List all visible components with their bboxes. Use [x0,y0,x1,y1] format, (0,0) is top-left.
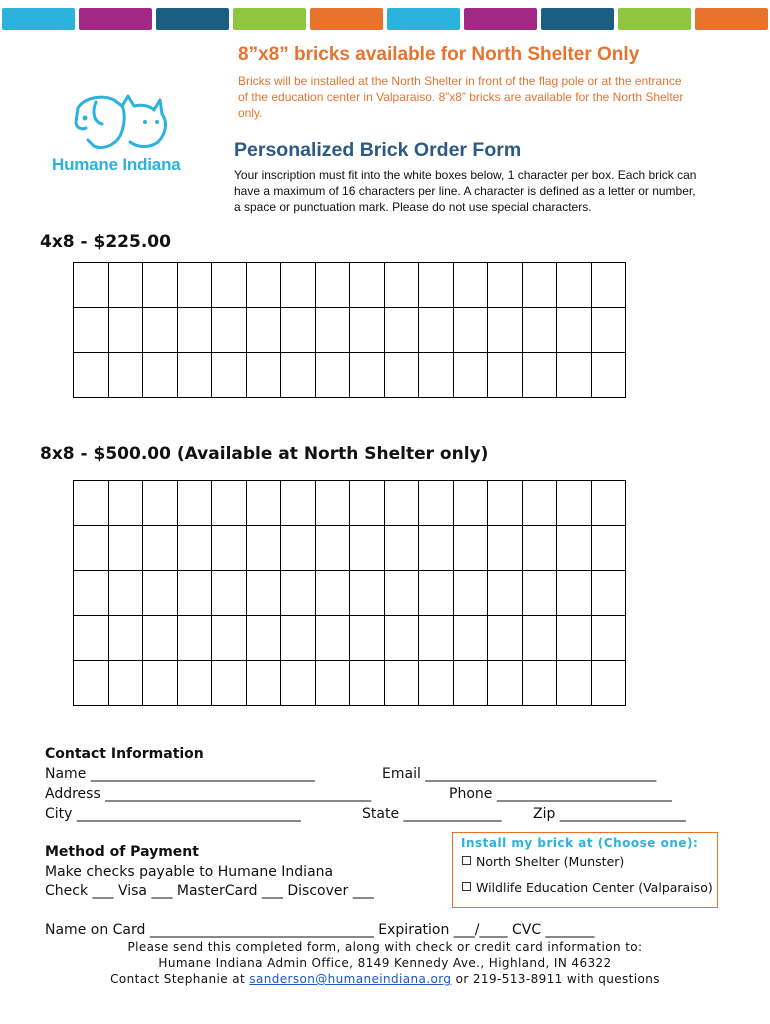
character-box[interactable] [281,481,316,526]
character-box[interactable] [384,661,419,706]
character-box[interactable] [350,616,385,661]
character-box[interactable] [212,263,247,308]
character-box[interactable] [419,353,454,398]
address-field[interactable]: Address ______________________________________ [45,786,372,802]
phone-field[interactable]: Phone _________________________ [449,786,672,802]
character-box[interactable] [108,616,143,661]
character-box[interactable] [108,308,143,353]
character-box[interactable] [453,661,488,706]
color-bar-segment [233,8,306,30]
character-box[interactable] [246,571,281,616]
character-box[interactable] [522,661,557,706]
color-bar-segment [2,8,75,30]
brick-4x8-label: 4x8 - $225.00 [40,232,171,252]
character-box[interactable] [212,353,247,398]
card-details-line[interactable]: Name on Card ________________________________ Expiration ___/____ CVC _______ [45,922,595,938]
character-box[interactable] [384,571,419,616]
checks-payable-text: Make checks payable to Humane Indiana [45,864,334,880]
character-box[interactable] [350,263,385,308]
character-box[interactable] [591,661,626,706]
character-box[interactable] [557,353,592,398]
option-north-shelter[interactable] [462,854,624,869]
character-box[interactable] [522,308,557,353]
city-field[interactable]: City ________________________________ [45,806,301,822]
character-box[interactable] [74,481,109,526]
character-box[interactable] [522,571,557,616]
character-box[interactable] [419,616,454,661]
character-box[interactable] [384,526,419,571]
character-box[interactable] [384,481,419,526]
dog-cat-logo-icon [50,88,195,158]
grid-row [74,263,626,308]
brick-8x8-grid [73,480,626,706]
character-box[interactable] [246,661,281,706]
character-box[interactable] [315,616,350,661]
character-box[interactable] [350,526,385,571]
option-wildlife-center[interactable] [462,880,713,895]
character-box[interactable] [419,661,454,706]
character-box[interactable] [557,661,592,706]
character-box[interactable] [453,616,488,661]
color-bar-segment [79,8,152,30]
character-box[interactable] [557,308,592,353]
character-box[interactable] [177,661,212,706]
character-box[interactable] [419,263,454,308]
character-box[interactable] [315,308,350,353]
character-box[interactable] [246,481,281,526]
footer-contact [0,972,770,986]
character-box[interactable] [419,308,454,353]
color-bar-segment [464,8,537,30]
character-box[interactable] [281,616,316,661]
character-box[interactable] [591,481,626,526]
character-box[interactable] [315,571,350,616]
character-box[interactable] [419,571,454,616]
character-box[interactable] [177,353,212,398]
grid-row [74,353,626,398]
character-box[interactable] [177,308,212,353]
color-bar-segment [695,8,768,30]
character-box[interactable] [246,616,281,661]
character-box[interactable] [488,353,523,398]
character-box[interactable] [419,526,454,571]
character-box[interactable] [143,308,178,353]
character-box[interactable] [143,661,178,706]
character-box[interactable] [212,481,247,526]
character-box[interactable] [488,481,523,526]
character-box[interactable] [557,263,592,308]
color-bar-segment [618,8,691,30]
state-field[interactable]: State ______________ [362,806,502,822]
character-box[interactable] [143,353,178,398]
form-instructions: Your inscription must fit into the white boxes below, 1 character per box. Each brick can have a maximum of 16 characters per line. A character is defined as a letter or number, a space or punctuation mark. Please do not use special characters. [234,168,697,214]
footer-contact-prefix: Contact Stephanie at [110,972,250,986]
install-location-title: Install my brick at (Choose one): [461,836,699,850]
character-box[interactable] [143,571,178,616]
character-box[interactable] [557,526,592,571]
north-shelter-description: Bricks will be installed at the North Shelter in front of the flag pole or at the entrance of the education center in Valparaiso. 8”x8” bricks are available for the North Shelter only. [238,74,684,120]
grid-row [74,526,626,571]
checkbox-icon[interactable] [462,856,471,865]
logo-text: Humane Indiana [52,155,181,174]
character-box[interactable] [143,616,178,661]
character-box[interactable] [488,308,523,353]
character-box[interactable] [315,353,350,398]
grid-row [74,571,626,616]
character-box[interactable] [384,263,419,308]
character-box[interactable] [74,661,109,706]
character-box[interactable] [453,571,488,616]
form-title: Personalized Brick Order Form [234,139,522,161]
character-box[interactable] [419,481,454,526]
character-box[interactable] [453,263,488,308]
character-box[interactable] [108,353,143,398]
character-box[interactable] [177,263,212,308]
character-box[interactable] [74,263,109,308]
character-box[interactable] [143,481,178,526]
character-box[interactable] [488,661,523,706]
character-box[interactable] [281,571,316,616]
character-box[interactable] [177,571,212,616]
character-box[interactable] [74,308,109,353]
character-box[interactable] [384,308,419,353]
character-box[interactable] [212,616,247,661]
grid-row [74,661,626,706]
character-box[interactable] [281,526,316,571]
character-box[interactable] [108,263,143,308]
character-box[interactable] [350,571,385,616]
contact-title: Contact Information [45,746,204,762]
character-box[interactable] [384,616,419,661]
character-box[interactable] [74,353,109,398]
character-box[interactable] [488,616,523,661]
footer-contact-suffix: or 219-513-8911 with questions [451,972,660,986]
character-box[interactable] [281,661,316,706]
brick-8x8-label: 8x8 - $500.00 (Available at North Shelter only) [40,444,489,464]
north-shelter-heading: 8”x8” bricks available for North Shelter Only [238,44,640,65]
character-box[interactable] [591,571,626,616]
character-box[interactable] [246,353,281,398]
character-box[interactable] [591,353,626,398]
character-box[interactable] [315,526,350,571]
character-box[interactable] [108,481,143,526]
footer-line-1: Please send this completed form, along with check or credit card information to: [127,940,643,954]
character-box[interactable] [350,661,385,706]
character-box[interactable] [143,263,178,308]
character-box[interactable] [315,263,350,308]
grid-row [74,308,626,353]
color-bar-segment [310,8,383,30]
install-location-box [452,832,718,908]
color-bar-segment [156,8,229,30]
character-box[interactable] [246,526,281,571]
grid-row [74,481,626,526]
grid-row [74,616,626,661]
checkbox-icon[interactable] [462,882,471,891]
character-box[interactable] [108,661,143,706]
character-box[interactable] [177,481,212,526]
option-north-shelter-label: North Shelter (Munster) [476,854,625,869]
character-box[interactable] [212,571,247,616]
character-box[interactable] [350,308,385,353]
character-box[interactable] [488,263,523,308]
character-box[interactable] [212,526,247,571]
character-box[interactable] [281,263,316,308]
character-box[interactable] [281,308,316,353]
email-field[interactable]: Email _________________________________ [382,766,657,782]
character-box[interactable] [281,353,316,398]
character-box[interactable] [591,616,626,661]
character-box[interactable] [74,571,109,616]
character-box[interactable] [453,526,488,571]
character-box[interactable] [315,481,350,526]
brick-4x8-grid [73,262,626,398]
color-bar-segment [387,8,460,30]
payment-methods[interactable]: Check ___ Visa ___ MasterCard ___ Discover ___ [45,883,374,899]
character-box[interactable] [453,481,488,526]
character-box[interactable] [74,526,109,571]
character-box[interactable] [591,308,626,353]
character-box[interactable] [522,526,557,571]
character-box[interactable] [384,353,419,398]
character-box[interactable] [74,616,109,661]
character-box[interactable] [350,353,385,398]
character-box[interactable] [591,526,626,571]
character-box[interactable] [488,526,523,571]
footer-line-2: Humane Indiana Admin Office, 8149 Kennedy Ave., Highland, IN 46322 [158,956,612,970]
character-box[interactable] [108,571,143,616]
character-box[interactable] [557,481,592,526]
character-box[interactable] [315,661,350,706]
name-field[interactable]: Name ________________________________ [45,766,315,782]
character-box[interactable] [143,526,178,571]
email-link[interactable]: sanderson@humaneindiana.org [249,972,452,986]
character-box[interactable] [522,353,557,398]
character-box[interactable] [522,263,557,308]
character-box[interactable] [246,308,281,353]
character-box[interactable] [177,526,212,571]
character-box[interactable] [557,616,592,661]
character-box[interactable] [453,308,488,353]
character-box[interactable] [350,481,385,526]
character-box[interactable] [108,526,143,571]
character-box[interactable] [522,616,557,661]
character-box[interactable] [212,661,247,706]
top-color-bar [0,8,770,30]
character-box[interactable] [591,263,626,308]
payment-title: Method of Payment [45,844,199,860]
character-box[interactable] [177,616,212,661]
character-box[interactable] [212,308,247,353]
character-box[interactable] [246,263,281,308]
character-box[interactable] [557,571,592,616]
character-box[interactable] [488,571,523,616]
character-box[interactable] [453,353,488,398]
character-box[interactable] [522,481,557,526]
color-bar-segment [541,8,614,30]
option-wildlife-center-label: Wildlife Education Center (Valparaiso) [476,880,713,895]
zip-field[interactable]: Zip __________________ [533,806,686,822]
